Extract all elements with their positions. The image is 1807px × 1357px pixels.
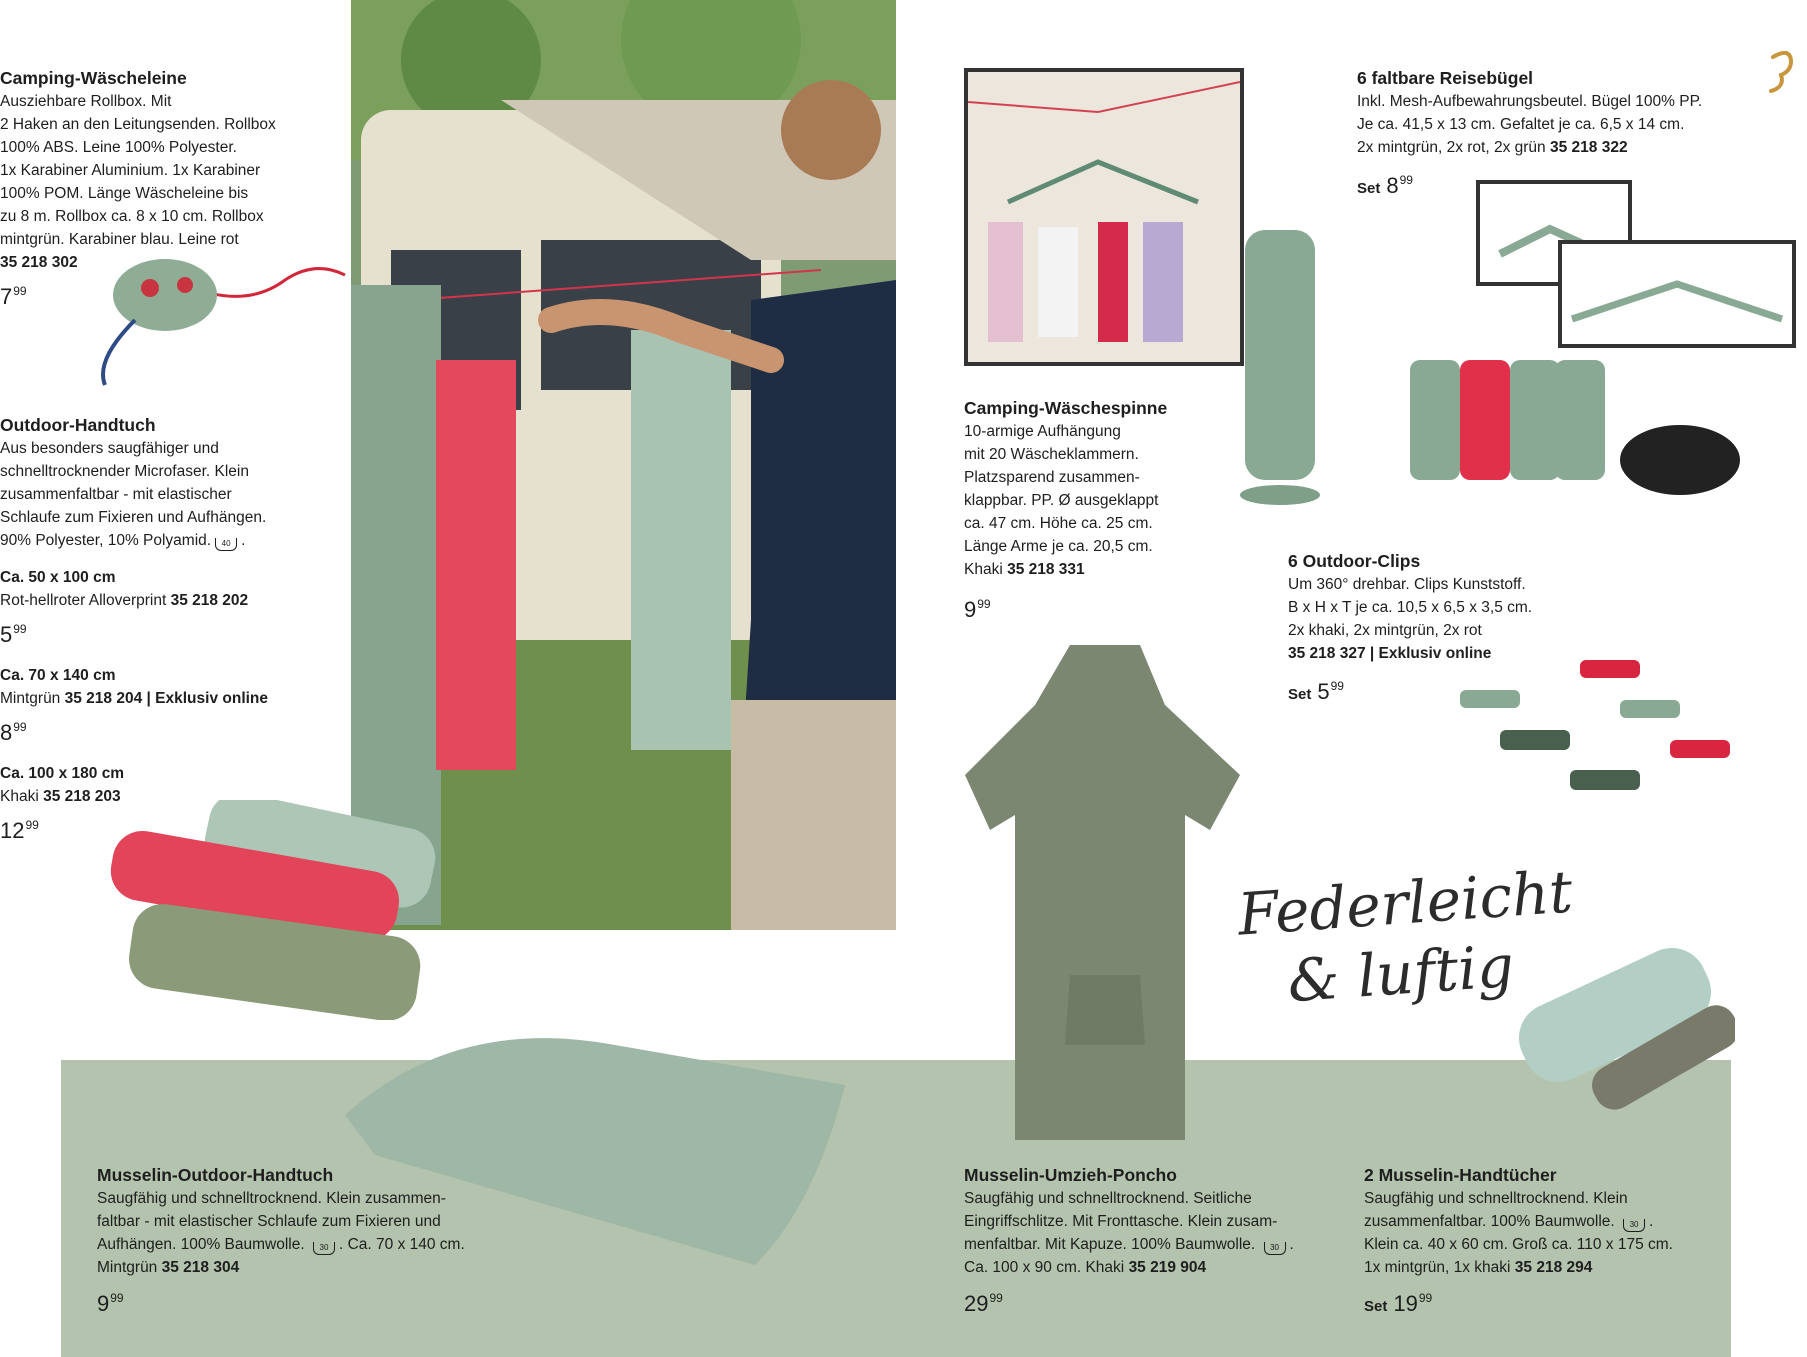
desc-line: menfaltbar. Mit Kapuze. 100% Baumwolle. 30 . bbox=[964, 1236, 1294, 1253]
desc-line: schnelltrocknender Microfaser. Klein bbox=[0, 463, 249, 480]
price: Set $8^{99}$ bbox=[1357, 173, 1413, 198]
color-article: Khaki 35 218 331 bbox=[964, 561, 1085, 578]
colors-article: 1x mintgrün, 1x khaki 35 218 294 bbox=[1364, 1259, 1593, 1276]
desc-line: Saugfähig und schnelltrocknend. Klein bbox=[1364, 1190, 1628, 1207]
wash-symbol-icon: 30 bbox=[1623, 1219, 1645, 1232]
desc-line: Saugfähig und schnelltrocknend. Klein zusammen- bbox=[97, 1190, 446, 1207]
size-article: Ca. 100 x 90 cm. Khaki 35 219 904 bbox=[964, 1259, 1207, 1276]
material-line: 90% Polyester, 10% Polyamid. 40 . bbox=[0, 532, 246, 549]
product-title: Musselin-Outdoor-Handtuch bbox=[97, 1165, 334, 1185]
color-article: Mintgrün 35 218 304 bbox=[97, 1259, 240, 1276]
exclusive-online-badge: Exklusiv online bbox=[155, 690, 269, 707]
desc-line: B x H x T je ca. 10,5 x 6,5 x 3,5 cm. bbox=[1288, 599, 1533, 616]
wash-symbol-icon: 30 bbox=[1264, 1242, 1286, 1255]
desc-line: 100% POM. Länge Wäscheleine bis bbox=[0, 185, 249, 202]
exclusive-online-badge: Exklusiv online bbox=[1378, 645, 1492, 662]
variant-color: Rot-hellroter Alloverprint 35 218 202 bbox=[0, 592, 249, 609]
desc-line: Schlaufe zum Fixieren und Aufhängen. bbox=[0, 509, 267, 526]
desc-line: Klein ca. 40 x 60 cm. Groß ca. 110 x 175 cm. bbox=[1364, 1236, 1673, 1253]
article-number: 35 218 302 bbox=[0, 254, 78, 271]
desc-line: zu 8 m. Rollbox ca. 8 x 10 cm. Rollbox bbox=[0, 208, 264, 225]
desc-line: Platzsparend zusammen- bbox=[964, 469, 1140, 486]
desc-line: Saugfähig und schnelltrocknend. Seitliche bbox=[964, 1190, 1252, 1207]
price: $7^{99}$ bbox=[0, 284, 27, 309]
variant-color: Khaki 35 218 203 bbox=[0, 788, 121, 805]
colors-article: 2x mintgrün, 2x rot, 2x grün 35 218 322 bbox=[1357, 139, 1628, 156]
wash-symbol-icon: 30 bbox=[313, 1242, 335, 1255]
desc-line: Aufhängen. 100% Baumwolle. 30 . Ca. 70 x 140 cm. bbox=[97, 1236, 465, 1253]
price: $29^{99}$ bbox=[964, 1291, 1003, 1316]
desc-line: klappbar. PP. Ø ausgeklappt bbox=[964, 492, 1159, 509]
product-waescheleine bbox=[0, 66, 276, 312]
product-title: Musselin-Umzieh-Poncho bbox=[964, 1165, 1177, 1185]
price: $9^{99}$ bbox=[964, 597, 991, 622]
desc-line: mit 20 Wäscheklammern. bbox=[964, 446, 1139, 463]
product-reisebuegel bbox=[1357, 66, 1702, 204]
variant-size: Ca. 100 x 180 cm bbox=[0, 765, 125, 782]
desc-line: mintgrün. Karabiner blau. Leine rot bbox=[0, 231, 239, 248]
variant-price: $8^{99}$ bbox=[0, 720, 27, 745]
variant-color: Mintgrün 35 218 204 | Exklusiv online bbox=[0, 690, 269, 707]
article-line: 35 218 327 | Exklusiv online bbox=[1288, 645, 1492, 662]
product-title: 2 Musselin-Handtücher bbox=[1364, 1165, 1557, 1185]
price: $9^{99}$ bbox=[97, 1291, 124, 1316]
product-outdoor-clips bbox=[1288, 549, 1532, 710]
desc-line: ca. 47 cm. Höhe ca. 25 cm. bbox=[964, 515, 1153, 532]
variant-price: $5^{99}$ bbox=[0, 622, 27, 647]
product-waeschespinne bbox=[964, 396, 1167, 625]
poncho-image bbox=[965, 645, 1245, 1140]
desc-line: Aus besonders saugfähiger und bbox=[0, 440, 219, 457]
desc-line: 10-armige Aufhängung bbox=[964, 423, 1121, 440]
brand-logo-icon bbox=[1765, 47, 1795, 93]
product-title: 6 Outdoor-Clips bbox=[1288, 551, 1421, 571]
desc-line: Je ca. 41,5 x 13 cm. Gefaltet je ca. 6,5 x 14 cm. bbox=[1357, 116, 1685, 133]
variant-price: $12^{99}$ bbox=[0, 818, 39, 843]
product-title: Outdoor-Handtuch bbox=[0, 415, 156, 435]
product-musselin-handtuch bbox=[97, 1163, 465, 1319]
price: Set $19^{99}$ bbox=[1364, 1291, 1433, 1316]
tagline-line-1: Federleicht bbox=[1235, 857, 1575, 949]
desc-line: zusammenfaltbar - mit elastischer bbox=[0, 486, 232, 503]
desc-line: Eingriffschlitze. Mit Fronttasche. Klein zusam- bbox=[964, 1213, 1278, 1230]
hanger-open-frame bbox=[1558, 240, 1796, 348]
wash-symbol-icon: 40 bbox=[215, 538, 237, 551]
price: Set $5^{99}$ bbox=[1288, 679, 1344, 704]
product-title: Camping-Wäscheleine bbox=[0, 68, 187, 88]
desc-line: 2 Haken an den Leitungsenden. Rollbox bbox=[0, 116, 276, 133]
tagline-line-2: & luftig bbox=[1285, 931, 1516, 1016]
desc-line: Inkl. Mesh-Aufbewahrungsbeutel. Bügel 100% PP. bbox=[1357, 93, 1703, 110]
product-poncho bbox=[964, 1163, 1294, 1319]
desc-line: 1x Karabiner Aluminium. 1x Karabiner bbox=[0, 162, 261, 179]
product-musselin-handtuecher bbox=[1364, 1163, 1673, 1322]
desc-line: Länge Arme je ca. 20,5 cm. bbox=[964, 538, 1153, 555]
folded-spinner-image bbox=[1205, 210, 1355, 510]
camper-lifestyle-photo bbox=[351, 0, 896, 930]
desc-line: 2x khaki, 2x mintgrün, 2x rot bbox=[1288, 622, 1482, 639]
tagline bbox=[1236, 856, 1580, 1019]
desc-line: zusammenfaltbar. 100% Baumwolle. 30 . bbox=[1364, 1213, 1654, 1230]
laundry-spinner-photo bbox=[964, 68, 1244, 366]
variant-size: Ca. 70 x 140 cm bbox=[0, 667, 116, 684]
desc-line: 100% ABS. Leine 100% Polyester. bbox=[0, 139, 237, 156]
product-title: 6 faltbare Reisebügel bbox=[1357, 68, 1534, 88]
variant-size: Ca. 50 x 100 cm bbox=[0, 569, 116, 586]
folded-hangers-and-bag-image bbox=[1400, 350, 1760, 530]
desc-line: faltbar - mit elastischer Schlaufe zum Fixieren und bbox=[97, 1213, 441, 1230]
product-outdoor-handtuch bbox=[0, 413, 268, 846]
desc-line: Um 360° drehbar. Clips Kunststoff. bbox=[1288, 576, 1526, 593]
product-title: Camping-Wäschespinne bbox=[964, 398, 1168, 418]
desc-line: Ausziehbare Rollbox. Mit bbox=[0, 93, 172, 110]
